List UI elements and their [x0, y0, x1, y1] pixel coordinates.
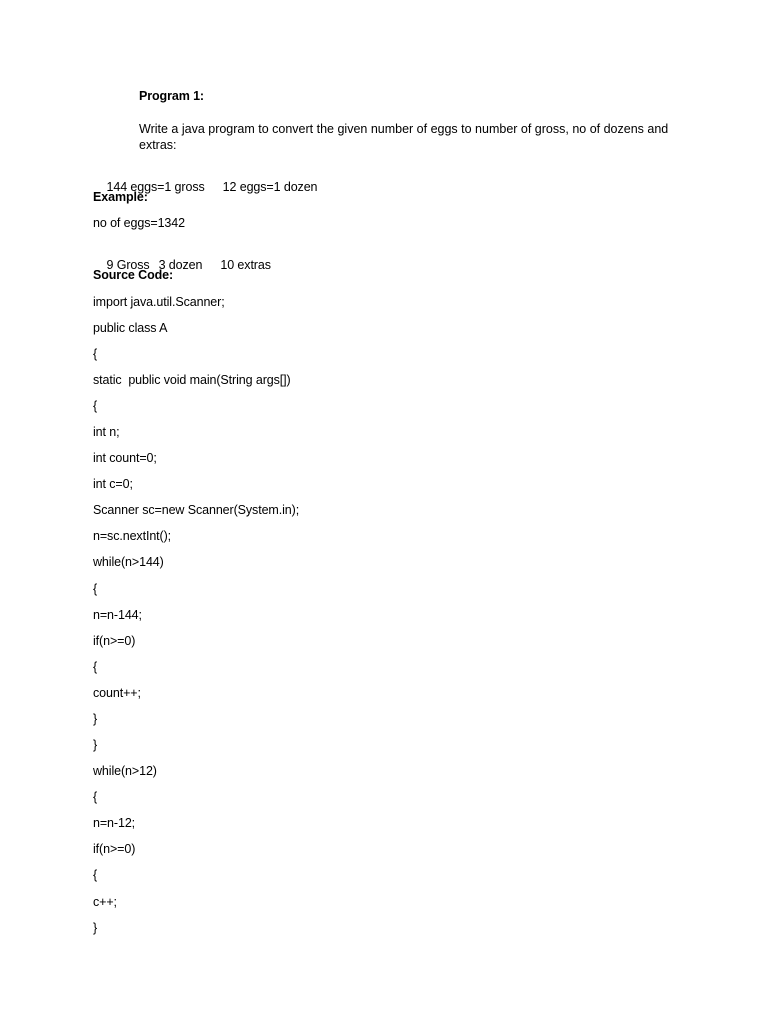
code-line: while(n>144)	[93, 555, 164, 569]
code-line: {	[93, 347, 98, 361]
program-description: Write a java program to convert the given number of eggs to number of gross, no of dozens and extras:	[139, 122, 669, 152]
conversion-gross: 144 eggs=1 gross	[106, 180, 205, 194]
code-line: {	[93, 399, 98, 413]
code-line: n=n-144;	[93, 608, 142, 622]
code-line: {	[93, 868, 98, 882]
code-line: if(n>=0)	[93, 634, 136, 648]
code-line: if(n>=0)	[93, 842, 136, 856]
example-label: Example:	[93, 190, 148, 204]
source-code-label: Source Code:	[93, 268, 174, 282]
code-line: Scanner sc=new Scanner(System.in);	[93, 503, 300, 517]
code-line: import java.util.Scanner;	[93, 295, 225, 309]
code-line: }	[93, 712, 98, 726]
program-heading: Program 1:	[139, 89, 204, 103]
code-line: n=n-12;	[93, 816, 136, 830]
code-line: {	[93, 660, 98, 674]
code-line: static public void main(String args[])	[93, 373, 291, 387]
code-line: int count=0;	[93, 451, 157, 465]
code-line: c++;	[93, 895, 117, 909]
code-line: {	[93, 582, 98, 596]
code-line: while(n>12)	[93, 764, 157, 778]
code-line: n=sc.nextInt();	[93, 529, 172, 543]
example-input: no of eggs=1342	[93, 216, 185, 230]
code-line: int n;	[93, 425, 120, 439]
code-line: count++;	[93, 686, 141, 700]
code-line: int c=0;	[93, 477, 133, 491]
example-output-dozen: 3 dozen	[158, 258, 203, 272]
code-line: }	[93, 738, 98, 752]
conversion-dozen: 12 eggs=1 dozen	[222, 180, 318, 194]
code-line: }	[93, 921, 98, 935]
code-line: {	[93, 790, 98, 804]
example-output-extras: 10 extras	[220, 258, 271, 272]
example-output-gross: 9 Gross	[106, 258, 150, 272]
code-line: public class A	[93, 321, 168, 335]
